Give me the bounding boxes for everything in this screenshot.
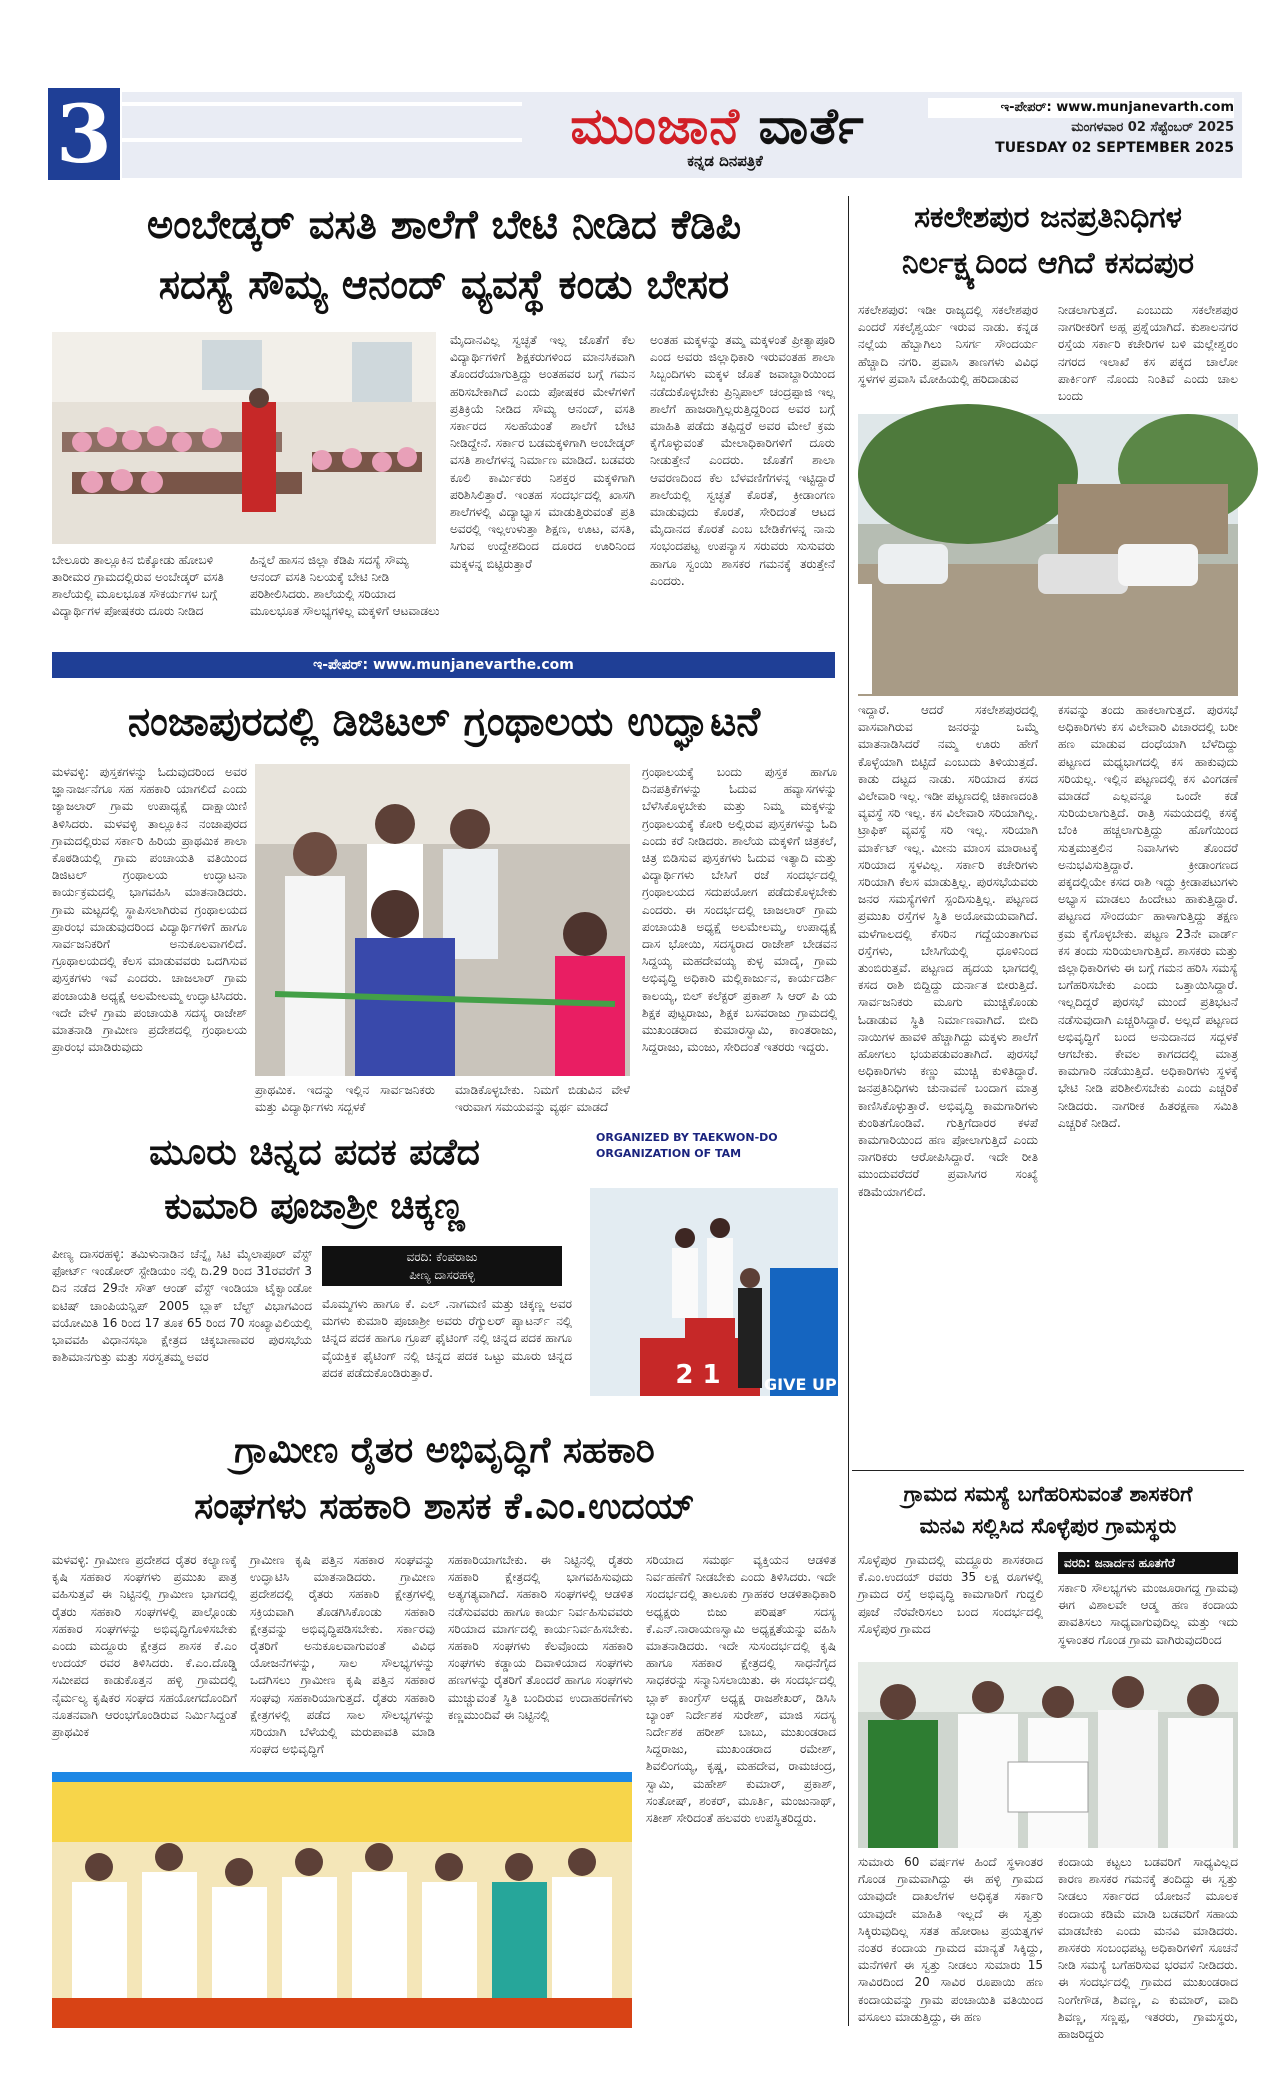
story5-photo [858,1662,1238,1848]
story5-top-rule [852,1470,1244,1471]
story4-headline-line2: ಸಂಘಗಳು ಸಹಕಾರಿ ಶಾಸಕ ಕೆ.ಎಂ.ಉದಯ್ [194,1486,695,1527]
story5-byline: ವರದಿ: ಜನಾರ್ದನ ಹೂತಗೆರೆ [1058,1552,1238,1574]
epaper-banner[interactable]: ಇ-ಪೇಪರ್: www.munjanevarthe.com [52,652,835,678]
story-right1-col2-top: ನೀಡಲಾಗುತ್ತದೆ. ಎಂಬುದು ಸಕಲೇಶಪುರ ನಾಗರೀಕರಿಗೆ ಅಹ್ಲ ಪ್ರಶ್ನೆಯಾಗಿದೆ. ಕುಶಾಲನಗರ ರಸ್ತೆಯ ಸರ್ಕಾರಿ ಕಚೇರಿಗಳ ಬಳಿ ಮಲ್ಲೇಶ್ವರಂ ನಗರದ ಇಲಾಖೆ ಕಸ ಪಕ್ಕದ ಚಾಲೋ ಪಾರ್ಕಿಂಗ್ ನೊಂದು ನಿಂತಿವೆ ಎಂದು ಚಾಲ ಬಂದು [1058,303,1238,404]
newspaper-logo [545,96,890,156]
story-right1-col1-top: ಸಕಲೇಶಪುರ: ಇಡೀ ರಾಜ್ಯದಲ್ಲಿ ಸಕಲೇಶಪುರ ಎಂದರೆ ಸಕಲೈಶ್ವರ್ಯ ಇರುವ ನಾಡು. ಕನ್ನಡ ನಲ್ಲೆಯ ಹೆಬ್ಬಾಗಿಲು ನಿಸರ್ಗ ಸೌಂದರ್ಯ ಹೆಚ್ಚಾದಿ ನಗರಿ. ಪ್ರವಾಸಿ ತಾಣಗಳು ವಿವಿಧ ಸ್ಥಳಗಳ ಪ್ರವಾಸಿ ಮೋಹಿಯಲ್ಲಿ ಹರಿದಾಡುವ [858,303,1038,386]
story3-byline-line2: ಪೀಣ್ಯ ದಾಸರಹಳ್ಳಿ [409,1268,475,1282]
story-right1-col1-bottom: ಇದ್ದಾರೆ. ಆದರೆ ಸಕಲೇಶಪುರದಲ್ಲಿ ವಾಸವಾಗಿರುವ ಜನರನ್ನು ಒಮ್ಮೆ ಮಾತನಾಡಿಸಿದರೆ ನಮ್ಮ ಊರು ಹೇಗೆ ಕೊಳ್ಳೆಯಾಗಿ ಬಿಟ್ಟಿದೆ ಎಂಬುದು ತಿಳಿಯುತ್ತದೆ. ಕಾಡು ದಟ್ಟದ ನಾಡು. ಸರಿಯಾದ ಕಸದ ವಿಲೇವಾರಿ ಇಲ್ಲ. ಇಡೀ ಪಟ್ಟಣದಲ್ಲಿ ಚಿಕಾಣದಂತಿ ವ್ಯವಸ್ಥೆ ಸರಿ ಇಲ್ಲ. ಕಸ ವಿಲೇವಾರಿ ಸರಿಯಾಗಿಲ್ಲ. ಟ್ರಾಫಿಕ್ ವ್ಯವಸ್ಥೆ ಸರಿ ಇಲ್ಲ. ಸರಿಯಾಗಿ ಮಾರ್ಕೆಟ್ ಇಲ್ಲ. ಮೀನು ಮಾಂಸ ಮಾರಾಟಕ್ಕೆ ಸರಿಯಾದ ಸ್ಥಳವಿಲ್ಲ. ಸರ್ಕಾರಿ ಕಚೇರಿಗಳು ಸರಿಯಾಗಿ ಕೆಲಸ ಮಾಡುತ್ತಿಲ್ಲ. ಪುರಸಭೆಯವರು ಜನರ ಸಮಸ್ಯೆಗಳಿಗೆ ಸ್ಪಂದಿಸುತ್ತಿಲ್ಲ. ಪಟ್ಟಣದ ಪ್ರಮುಖ ರಸ್ತೆಗಳ ಸ್ಥಿತಿ ಅಯೋಮಯವಾಗಿದೆ. ಮಳೆಗಾಲದಲ್ಲಿ ಕೆಸರಿನ ಗದ್ದೆಯಂತಾಗುವ ರಸ್ತೆಗಳು, ಬೇಸಿಗೆಯಲ್ಲಿ ಧೂಳಿನಿಂದ ತುಂಬಿರುತ್ತವೆ. ಪಟ್ಟಣದ ಹೃದಯ ಭಾಗದಲ್ಲಿ ಕಸದ ರಾಶಿ ಬಿದ್ದಿದ್ದು ದುರ್ನಾತ ಬೀರುತ್ತಿದೆ. ಸಾರ್ವಜನಿಕರು ಮೂಗು ಮುಚ್ಚಿಕೊಂಡು ಓಡಾಡುವ ಸ್ಥಿತಿ ನಿರ್ಮಾಣವಾಗಿದೆ. ಬೀದಿ ನಾಯಿಗಳ ಹಾವಳಿ ಹೆಚ್ಚಾಗಿದ್ದು ಮಕ್ಕಳು ಶಾಲೆಗೆ ಹೋಗಲು ಭಯಪಡುವಂತಾಗಿದೆ. ಪುರಸಭೆ ಅಧಿಕಾರಿಗಳು ಕಣ್ಣು ಮುಚ್ಚಿ ಕುಳಿತಿದ್ದಾರೆ. ಜನಪ್ರತಿನಿಧಿಗಳು ಚುನಾವಣೆ ಬಂದಾಗ ಮಾತ್ರ ಕಾಣಿಸಿಕೊಳ್ಳುತ್ತಾರೆ. ಅಭಿವೃದ್ಧಿ ಕಾಮಗಾರಿಗಳು ಕುಂಠಿತಗೊಂಡಿವೆ. ಗುತ್ತಿಗೆದಾರರ ಕಳಪೆ ಕಾಮಗಾರಿಯಿಂದ ಹಣ ಪೋಲಾಗುತ್ತಿದೆ ಎಂದು ನಾಗರಿಕರು ಆರೋಪಿಸಿದ್ದಾರೆ. ಇದೇ ರೀತಿ ಮುಂದುವರೆದರೆ ಪ್ರವಾಸಿಗರ ಸಂಖ್ಯೆ ಕಡಿಮೆಯಾಗಲಿದೆ. [858,703,1038,1199]
story1-caption-left: ಬೇಲೂರು ತಾಲ್ಲೂಕಿನ ಬಿಕ್ಕೋಡು ಹೋಬಳಿ ತಾರೀಮರ ಗ್ರಾಮದಲ್ಲಿರುವ ಅಂಬೇಡ್ಕರ್ ವಸತಿ ಶಾಲೆಯಲ್ಲಿ ಮೂಲಭೂತ ಸೌಕರ್ಯಗಳ ಬಗ್ಗೆ ವಿದ್ಯಾರ್ಥಿಗಳ ಪೋಷಕರು ದೂರು ನೀಡಿದ [52,553,224,618]
story1-caption-right: ಹಿನ್ನಲೆ ಹಾಸನ ಜಿಲ್ಲಾ ಕೆಡಿಪಿ ಸದಸ್ಯೆ ಸೌಮ್ಯ ಆನಂದ್ ವಸತಿ ನಿಲಯಕ್ಕೆ ಬೇಟಿ ನೀಡಿ ಪರಿಶೀಲಿಸಿದರು. ಶಾಲೆಯಲ್ಲಿ ಸರಿಯಾದ ಮೂಲಭೂತ ಸೌಲಭ್ಯಗಳಿಲ್ಲ ಮಕ್ಕಳಿಗೆ ಆಟವಾಡಲು [250,553,440,618]
banner-give-up: GIVE UP! [764,1375,844,1394]
podium-label: 2 1 [675,1360,721,1390]
epaper-link[interactable]: ಇ-ಪೇಪರ್: www.munjanevarth.com [928,98,1234,118]
story5-bottom-left: ಸುಮಾರು 60 ವರ್ಷಗಳ ಹಿಂದೆ ಸ್ಥಳಾಂತರ ಗೊಂಡ ಗ್ರಾಮವಾಗಿದ್ದು ಈ ಹಳ್ಳಿ ಗ್ರಾಮದ ಯಾವುದೇ ದಾಖಲೆಗಳ ಅಧಿಕೃತ ಸರ್ಕಾರಿ ಯಾವುದೇ ಮಾಹಿತಿ ಇಲ್ಲದೆ ಈ ಸ್ವತ್ತು ಸಿಕ್ಕಿರುವುದಿಲ್ಲ ಸತತ ಹೋರಾಟ ಪ್ರಯತ್ನಗಳ ನಂತರ ಕಂದಾಯ ಗ್ರಾಮದ ಮಾನ್ಯತೆ ಸಿಕ್ಕಿದ್ದು, ಮನೆಗಳಿಗೆ ಈ ಸ್ವತ್ತು ನೀಡಲು ಸುಮಾರು 15 ಸಾವಿರದಿಂದ 20 ಸಾವಿರ ರೂಪಾಯಿ ಹಣ ಕಂದಾಯವನ್ನು ಗ್ರಾಮ ಪಂಚಾಯಿತಿ ವತಿಯಿಂದ ವಸೂಲು ಮಾಡುತ್ತಿದ್ದು, ಈ ಹಣ [858,1855,1043,2024]
story-right1-headline-line1: ಸಕಲೇಶಪುರ ಜನಪ್ರತಿನಿಧಿಗಳ [914,200,1182,235]
story2-column-right: ಗ್ರಂಥಾಲಯಕ್ಕೆ ಬಂದು ಪುಸ್ತಕ ಹಾಗೂ ದಿನಪತ್ರಿಕೆಗಳನ್ನು ಓದುವ ಹವ್ಯಾಸಗಳನ್ನು ಬೆಳೆಸಿಕೊಳ್ಳಬೇಕು ಮತ್ತು ನಿಮ್ಮ ಮಕ್ಕಳನ್ನು ಗ್ರಂಥಾಲಯಕ್ಕೆ ಕೋರಿ ಅಲ್ಲಿರುವ ಪುಸ್ತಕಗಳನ್ನು ಓದಿ ಎಂದು ಕರೆ ನೀಡಿದರು. ಶಾಲೆಯ ಮಕ್ಕಳಿಗೆ ಚಿತ್ರಕಲೆ, ಚಿತ್ರ ಬಿಡಿಸುವ ಪುಸ್ತಕಗಳು ಓದುವ ಇತ್ಯಾದಿ ಮತ್ತು ವಿದ್ಯಾರ್ಥಿಗಳು ಬೇಸಿಗೆ ರಜೆ ಸಂದರ್ಭದಲ್ಲಿ ಗ್ರಂಥಾಲಯದ ಸದುಪಯೋಗ ಪಡೆದುಕೊಳ್ಳಬೇಕು ಎಂದರು. ಈ ಸಂದರ್ಭದಲ್ಲಿ ಚಾಜಲಾರ್ ಗ್ರಾಮ ಪಂಚಾಯತಿ ಅಧ್ಯಕ್ಷೆ ಅಲಮೇಲಮ್ಮ, ಉಪಾಧ್ಯಕ್ಷೆ ದಾಸ ಭೋಯಿ, ಸದಸ್ಯರಾದ ರಾಜೇಶ್ ಬೇಡವನ ಸಿದ್ದಯ್ಯ ಮಹದೇವಯ್ಯ ಕುಳ್ಳ ಮಾದೈ, ಗ್ರಾಮ ಅಭಿವೃದ್ಧಿ ಅಧಿಕಾರಿ ಮಲ್ಲಿಕಾರ್ಜುನ, ಕಾರ್ಯದರ್ಶಿ ಕಾಲಯ್ಯ, ಬಿಲ್ ಕಲೆಕ್ಟರ್ ಪ್ರಕಾಶ್ ಸಿ ಆರ್ ಪಿ ಯ ಶಿಕ್ಷಕ ಪುಟ್ಟರಾಜು, ಶಿಕ್ಷಕ ಬಸವರಾಜು ಗ್ರಾಮದಲ್ಲಿ ಮುಖಂಡರಾದ ಕುಮಾರಸ್ವಾಮಿ, ಕಾಂತರಾಜು, ಸಿದ್ದರಾಜು, ಮಂಜು, ಸೇರಿದಂತೆ ಇತರರು ಇದ್ದರು. [642,765,837,1055]
story2-photo [255,764,630,1076]
story1-column-1: ಮೈದಾನವಿಲ್ಲ ಸ್ವಚ್ಛತೆ ಇಲ್ಲ ಜೊತೆಗೆ ಕೆಲ ವಿದ್ಯಾರ್ಥಿಗಳಿಗೆ ಶಿಕ್ಷಕರುಗಳಿಂದ ಮಾನಸಿಕವಾಗಿ ತೊಂದರೆಯಾಗುತ್ತಿದ್ದು ಅಂತಹವರ ಬಗ್ಗೆ ಗಮನ ಹರಿಸಬೇಕಾಗಿದೆ ಎಂದು ಪೋಷಕರ ಮೇಳೆಗಳಿಗೆ ಪ್ರತಿಕ್ರಿಯೆ ನೀಡಿದ ಸೌಮ್ಯ ಆನಂದ್, ವಸತಿ ಸರ್ಕಾರದ ಸಲಹೆಯಂತೆ ಶಾಲೆಗೆ ಬೇಟಿ ನೀಡಿದ್ದೇನೆ. ಸರ್ಕಾರ ಬಡಮಕ್ಕಳಿಗಾಗಿ ಅಂಬೇಡ್ಕರ್ ವಸತಿ ಶಾಲೆಗಳನ್ನ ನಿರ್ಮಾಣ ಮಾಡಿದೆ. ಬಡವರು ಕೂಲಿ ಕಾರ್ಮಿಕರು ನಿಶಕ್ತರ ಮಕ್ಕಳಿಗಾಗಿ ಪರಿಶಿಸಿಲಿತ್ತಾರೆ. ಇಂತಹ ಸಂದರ್ಭದಲ್ಲಿ ಖಾಸಗಿ ಶಾಲೆಗಳಲ್ಲಿ ವಿದ್ಯಾಭ್ಯಾಸ ಮಾಡುತ್ತಿರುವಂತೆ ಪ್ರತಿ ಅವರಲ್ಲಿ ಇಲ್ಲಉಳುತ್ತಾ ಶಿಕ್ಷಣ, ಊಟ, ವಸತಿ, ಸಿಗುವ ಉದ್ದೇಶದಿಂದ ದೂರದ ಊರಿನಿಂದ ಮಕ್ಕಳನ್ನ ಬಿಟ್ಟಿರುತ್ತಾರೆ [450,333,635,571]
page-number: 3 [48,88,120,180]
story4-headline-line1: ಗ್ರಾಮೀಣ ರೈತರ ಅಭಿವೃದ್ಧಿಗೆ ಸಹಕಾರಿ [234,1430,655,1471]
logo-part1: ಮುಂಜಾನೆ [570,97,741,155]
date-english: TUESDAY 02 SEPTEMBER 2025 [995,140,1234,156]
logo-part2: ವಾರ್ತೆ [758,97,865,155]
date-kannada: ಮಂಗಳವಾರ 02 ಸೆಪ್ಟೆಂಬರ್ 2025 [1071,120,1234,135]
story3-headline-line1: ಮೂರು ಚಿನ್ನದ ಪದಕ ಪಡೆದ [149,1132,480,1173]
story1-headline-line1: ಅಂಬೇಡ್ಕರ್ ವಸತಿ ಶಾಲೆಗೆ ಬೇಟಿ ನೀಡಿದ ಕೆಡಿಪಿ [146,202,742,248]
story5-column-left: ಸೊಳ್ಳೆಪುರ ಗ್ರಾಮದಲ್ಲಿ ಮದ್ದೂರು ಶಾಸಕರಾದ ಕೆ.ಎಂ.ಉದಯ್ ರವರು 35 ಲಕ್ಷ ರೂಗಳಲ್ಲಿ ಗ್ರಾಮದ ರಸ್ತೆ ಅಭಿವೃದ್ಧಿ ಕಾಮಗಾರಿಗೆ ಗುದ್ದಲಿ ಪೂಜೆ ನೆರವೇರಿಸಲು ಬಂದ ಸಂದರ್ಭದಲ್ಲಿ ಸೊಳ್ಳೆಪುರ ಗ್ರಾಮದ [858,1553,1043,1636]
story4-column-2: ಗ್ರಾಮೀಣ ಕೃಷಿ ಪತ್ತಿನ ಸಹಕಾರ ಸಂಘವನ್ನು ಉದ್ಘಾಟಿಸಿ ಮಾತನಾಡಿದರು. ಗ್ರಾಮೀಣ ಪ್ರದೇಶದಲ್ಲಿ ರೈತರು ಸಹಕಾರಿ ಕ್ಷೇತ್ರಗಳಲ್ಲಿ ಸಕ್ರಿಯವಾಗಿ ತೊಡಗಿಸಿಕೊಂಡು ಸಹಕಾರಿ ಕ್ಷೇತ್ರವನ್ನು ಅಭಿವೃದ್ಧಿಪಡಿಸಬೇಕು. ಸರ್ಕಾರವು ರೈತರಿಗೆ ಅನುಕೂಲವಾಗುವಂತೆ ವಿವಿಧ ಯೋಜನೆಗಳನ್ನು, ಸಾಲ ಸೌಲಭ್ಯಗಳನ್ನು ಒದಗಿಸಲು ಗ್ರಾಮೀಣ ಕೃಷಿ ಪತ್ತಿನ ಸಹಕಾರ ಸಂಘವು ಸಹಕಾರಿಯಾಗುತ್ತದೆ. ರೈತರು ಸಹಕಾರಿ ಕ್ಷೇತ್ರಗಳಲ್ಲಿ ಪಡೆದ ಸಾಲ ಸೌಲಭ್ಯಗಳನ್ನು ಸರಿಯಾಗಿ ಬೆಳೆಯಲ್ಲಿ ಮರುಪಾವತಿ ಮಾಡಿ ಸಂಘದ ಅಭಿವೃದ್ಧಿಗೆ [250,1553,435,1757]
story4-column-3: ಸಹಕಾರಿಯಾಗಬೇಕು. ಈ ನಿಟ್ಟಿನಲ್ಲಿ ರೈತರು ಸಹಕಾರಿ ಕ್ಷೇತ್ರದಲ್ಲಿ ಭಾಗವಹಿಸುವುದು ಅತ್ಯಗತ್ಯವಾಗಿದೆ. ಸಹಕಾರಿ ಸಂಘಗಳಲ್ಲಿ ಆಡಳಿತ ನಡೆಸುವವರು ಹಾಗೂ ಕಾರ್ಯ ನಿರ್ವಹಿಸುವವರು ಸರಿಯಾದ ಮಾರ್ಗದಲ್ಲಿ ಕಾರ್ಯನಿರ್ವಹಿಸಬೇಕು. ಸಹಕಾರಿ ಸಂಘಗಳು ಕೆಲವೊಂದು ಸಹಕಾರಿ ಸಂಘಗಳು ಕಡ್ಡಾಯ ದಿವಾಳಿಯಾದ ಸಂಘಗಳು ಹಣಗಳನ್ನು ರೈತರಿಗೆ ತೊಂದರೆ ಹಾಗೂ ಸಂಘಗಳು ಮುಚ್ಚುವಂತೆ ಸ್ಥಿತಿ ಬಂದಿರುವ ಉದಾಹರಣೆಗಳು ಕಣ್ಣಮುಂದಿವೆ ಈ ನಿಟ್ಟಿನಲ್ಲಿ [448,1553,633,1722]
story3-banner-text: ORGANIZED BY TAEKWON-DO ORGANIZATION OF TAM [596,1131,778,1160]
story3-headline-line2: ಕುಮಾರಿ ಪೂಜಾಶ್ರೀ ಚಿಕ್ಕಣ್ಣ [164,1186,465,1227]
story3-photo [590,1128,844,1396]
story1-headline-line2: ಸದಸ್ಯೆ ಸೌಮ್ಯ ಆನಂದ್ ವ್ಯವಸ್ಥೆ ಕಂಡು ಬೇಸರ [158,262,730,308]
story3-byline-line1: ವರದಿ: ಕೆಂಪರಾಜು [406,1250,478,1264]
story4-photo [52,1772,632,2028]
story1-column-2: ಅಂತಹ ಮಕ್ಕಳನ್ನು ತಮ್ಮ ಮಕ್ಕಳಂತೆ ಪ್ರೀತ್ಯಾಪೂರಿ ಎಂದ ಅವರು ಜಿಲ್ಲಾಧಿಕಾರಿ ಇರುವಂತಹ ಶಾಲಾ ಸಿಬ್ಬಂದಿಗಳು ಮಕ್ಕಳ ಜೊತೆ ಜವಾಬ್ದಾರಿಯಿಂದ ನಡೆದುಕೊಳ್ಳಬೇಕು ಪ್ರಿನ್ಸಿಪಾಲ್ ಚಂದ್ರಪ್ಪಾಜಿ ಇಲ್ಲ ಶಾಲೆಗೆ ಹಾಜರಾಗ್ತಿಲ್ಲರುತ್ತಿದ್ದರಿಂದ ಅವರ ಬಗ್ಗೆ ಮಾಹಿತಿ ಪಡೆದು ತಪ್ಪಿದ್ದರೆ ಅವರ ಮೇಲೆ ಕ್ರಮ ಕೈಗೊಳ್ಳುವಂತೆ ಮೇಲಾಧಿಕಾರಿಗಳಿಗೆ ದೂರು ನೀಡುತ್ತೇನೆ ಎಂದರು. ಜೊತೆಗೆ ಶಾಲಾ ಆವರಣದಿಂದ ಕೆಲ ಬೆಳವಣಿಗೆಗಳನ್ನ ಇಟ್ಟಿದ್ದಾರೆ ಶಾಲೆಯಲ್ಲಿ ಸ್ವಚ್ಛತೆ ಕೊರತೆ, ಕ್ರೀಡಾಂಗಣ ಮಾಡುವುದು ಕೊರತೆ, ಸೇರಿದಂತೆ ಆಟದ ಮೈದಾನದ ಕೊರತೆ ಎಂಬ ಬೇಡಿಕೆಗಳನ್ನ ನಾನು ಸಂಭಂದಪಟ್ಟ ಉಪನ್ಯಾಸ ಸರುವರು ಸುಸುವರು ಹಾಗೂ ಸ್ವಂಯಿ ಶಾಸಕರ ಗಮನಕ್ಕೆ ತರುತ್ತೇನೆ ಎಂದರು. [650,333,835,588]
story2-headline: ನಂಜಾಪುರದಲ್ಲಿ ಡಿಜಿಟಲ್ ಗ್ರಂಥಾಲಯ ಉದ್ಘಾಟನೆ [127,699,761,745]
story3-body-left: ಪೀಣ್ಯ ದಾಸರಹಳ್ಳಿ: ತಮಿಳುನಾಡಿನ ಚೆನ್ನೈ ಸಿಟಿ ಮೈಲಾಪೂರ್ ವೆಸ್ಟ್ ಫೋರ್ಟ್ ಇಂಡೋರ್ ಸ್ಟೇಡಿಯಂ ನಲ್ಲಿ ದಿ.29 ರಿಂದ 31ರವರೆಗೆ 3 ದಿನ ನಡೆದ 29ನೇ ಸೌತ್ ಆಂಡ್ ವೆಸ್ಟ್ ಇಂಡಿಯಾ ಟೈಕ್ವಾಂಡೋ ಐಟಿಷ್ ಚಾಂಪಿಯನ್ಷಿಪ್ 2005 ಬ್ಲಾಕ್ ಬೆಲ್ಟ್ ವಿಭಾಗವಿಂದ ವಯೋಮಿತಿ 16 ರಿಂದ 17 ತೂಕ 65 ರಿಂದ 70 ಸಂಖ್ಯಾವಿಲಿಯಲ್ಲಿ ಭಾವವಹಿ ವಿಧಾನಸಭಾ ಕ್ಷೇತ್ರದ ಚಿಕ್ಕಬಾಣಾವರ ಪುರಸಭೆಯ ಕಾಶಿಮಾನಗುತ್ತು ಮತ್ತು ಸರಸ್ವತಮ್ಮ ಅವರ [52,1247,312,1365]
logo-subtitle: ಕನ್ನಡ ದಿನಪತ್ರಿಕೆ [687,152,763,170]
story5-column-right: ಸರ್ಕಾರಿ ಸೌಲಭ್ಯಗಳು ಮಂಜೂರಾಗದ್ದ ಗ್ರಾಮವು ಈಗ ವಿಶಾಲವೇ ಆಡ್ಮ ಹಣ ಕಂದಾಯ ಪಾವತಿಸಲು ಸಾಧ್ಯವಾಗುವುದಿಲ್ಲ ಮತ್ತು ಇದು ಸ್ಥಳಾಂತರ ಗೊಂಡ ಗ್ರಾಮ ವಾಗಿರುವುದರಿಂದ [1058,1581,1238,1647]
story2-under-photo-right: ಮಾಡಿಕೊಳ್ಳಬೇಕು. ನಿಮಗೆ ಬಿಡುವಿನ ವೇಳೆ ಇರುವಾಗ ಸಮಯವನ್ನು ವ್ಯರ್ಥ ಮಾಡದೆ [455,1083,630,1115]
story-right1-photo [858,414,1238,696]
story2-column-left: ಮಳವಳ್ಳಿ: ಪುಸ್ತಕಗಳನ್ನು ಓದುವುದರಿಂದ ಅವರ ಜ್ಞಾನಾರ್ಜನೆಗೂ ಸಹ ಸಹಕಾರಿ ಯಾಗಲಿದೆ ಎಂದು ಜ್ಯಾಜಲಾರ್ ಗ್ರಾಮ ಉಪಾಧ್ಯಕ್ಷೆ ದಾಕ್ಷಾಯಿಣಿ ತಿಳಿಸಿದರು. ಮಳವಳ್ಳಿ ತಾಲ್ಲೂಕಿನ ನಂಜಾಪುರದ ಗ್ರಾಮದಲ್ಲಿರುವ ಸರ್ಕಾರಿ ಹಿರಿಯ ಪ್ರಾಥಮಿಕ ಶಾಲಾ ಕೊಠಡಿಯಲ್ಲಿ ಗ್ರಾಮ ಪಂಚಾಯತಿ ವತಿಯಿಂದ ಡಿಜಿಟಲ್ ಗ್ರಂಥಾಲಯ ಉದ್ಘಾಟನಾ ಕಾರ್ಯಕ್ರಮದಲ್ಲಿ ಭಾಗವಹಿಸಿ ಮಾತನಾಡಿದರು. ಗ್ರಾಮ ಮಟ್ಟದಲ್ಲಿ ಸ್ಥಾಪಿಸಲಾಗಿರುವ ಗ್ರಂಥಾಲಯದ ಪ್ರಾರಂಭ ಮಾಡುವುದರಿಂದ ವಿದ್ಯಾರ್ಥಿಗಳಿಗೆ ಹಾಗೂ ಸಾರ್ವಜನಿಕರಿಗೆ ಅನುಕೂಲವಾಗಲಿದೆ. ಗ್ರೂಥಾಲಯದಲ್ಲಿ ಕೆಲಸ ಮಾಡುವವರು ಒದಗಿಸುವ ಪುಸ್ತಕಗಳು ಇವೆ ಎಂದರು. ಚಾಜಲಾರ್ ಗ್ರಾಮ ಪಂಚಾಯತಿ ಅಧ್ಯಕ್ಷೆ ಅಲಮೇಲಮ್ಮ ಉದ್ಘಾಟಿಸಿದರು. ಇದೇ ವೇಳೆ ಗ್ರಾಮ ಪಂಚಾಯತಿ ಸದಸ್ಯ ರಾಜೇಶ್ ಮಾತನಾಡಿ ಗ್ರಾಮೀಣ ಪ್ರದೇಶದಲ್ಲಿ ಗ್ರಂಥಾಲಯ ಪ್ರಾರಂಭ ಮಾಡಿರುವುದು [52,765,247,1055]
story4-column-1: ಮಳವಳ್ಳಿ: ಗ್ರಾಮೀಣ ಪ್ರದೇಶದ ರೈತರ ಕಲ್ಯಾಣಕ್ಕೆ ಕೃಷಿ ಸಹಕಾರ ಸಂಘಗಳು ಪ್ರಮುಖ ಪಾತ್ರ ವಹಿಸುತ್ತವೆ ಈ ನಿಟ್ಟಿನಲ್ಲಿ ಗ್ರಾಮೀಣ ಭಾಗದಲ್ಲಿ ರೈತರು ಸಹಕಾರಿ ಸಂಘಗಳಲ್ಲಿ ಪಾಲ್ಗೊಂಡು ಸಹಕಾರ ಸಂಘಗಳನ್ನು ಅಭಿವೃದ್ಧಿಗೊಳಿಸಬೇಕು ಎಂದು ಮದ್ದೂರು ಕ್ಷೇತ್ರದ ಶಾಸಕ ಕೆ.ಎಂ ಉದಯ್ ರವರ ತಿಳಿಸಿದರು. ಕೆ.ಎಂ.ದೊಡ್ಡಿ ಸಮೀಪದ ಕಾಡುಕೊತ್ತನ ಹಳ್ಳಿ ಗ್ರಾಮದಲ್ಲಿ ನೈರ್ಮಲ್ಯ ಕೃಷಿಕರ ಸಂಘದ ಸಹಯೋಗದೊಂದಿಗೆ ನೂತನವಾಗಿ ಆರಂಭಗೊಂಡಿರುವ ನಿರ್ಮಿಸಿದ್ದಂತೆ ಪ್ರಾಥಮಿಕ [52,1553,237,1740]
story2-under-photo-left: ಪ್ರಾಥಮಿಕ. ಇದನ್ನು ಇಲ್ಲಿನ ಸಾರ್ವಜನಿಕರು ಮತ್ತು ವಿದ್ಯಾರ್ಥಿಗಳು ಸದ್ಬಳಕೆ [255,1083,435,1115]
column-divider [848,196,849,2026]
story4-column-4: ಸರಿಯಾದ ಸಮರ್ಥ ವ್ಯಕ್ತಿಯನ ಆಡಳಿತ ನಿರ್ವಹಣೆಗೆ ನೀಡಬೇಕು ಎಂದು ತಿಳಿಸಿದರು. ಇದೇ ಸಂದರ್ಭದಲ್ಲಿ ತಾಲೂಕು ಗ್ರಾಹಕರ ಆಡಳಿತಾಧಿಕಾರಿ ಅಧ್ಯಕ್ಷರು ಬಿಜು ಪರಿಷತ್ ಸದಸ್ಯ ಕೆ.ಎನ್.ನಾರಾಯಣಸ್ವಾಮಿ ಅಧ್ಯಕ್ಷತೆಯನ್ನು ವಹಿಸಿ ಮಾತನಾಡಿದರು. ಇದೇ ಸುಸಂದರ್ಭದಲ್ಲಿ ಕೃಷಿ ಹಾಗೂ ಸಹಕಾರ ಕ್ಷೇತ್ರದಲ್ಲಿ ಸಾಧನೆಗೈದ ಸಾಧಕರನ್ನು ಸನ್ಮಾನಿಸಲಾಯಿತು. ಈ ಸಂದರ್ಭದಲ್ಲಿ ಬ್ಲಾಕ್ ಕಾಂಗ್ರೆಸ್ ಅಧ್ಯಕ್ಷ ರಾಜಶೇಖರ್, ಡಿಸಿಸಿ ಬ್ಯಾಂಕ್ ನಿರ್ದೇಶಕ ಸುರೇಶ್, ಮಾಜಿ ಸದಸ್ಯ ನಿರ್ದೇಶಕ ಹರೀಶ್ ಬಾಬು, ಮುಖಂಡರಾದ ಸಿದ್ದರಾಜು, ಮುಖಂಡರಾದ ರಮೇಶ್, ಶಿವಲಿಂಗಯ್ಯ, ಕೃಷ್ಣ, ಮಹದೇವ, ರಾಮಚಂದ್ರ, ಸ್ವಾಮಿ, ಮಹೇಶ್ ಕುಮಾರ್, ಪ್ರಕಾಶ್, ಸಂತೋಷ್, ಶಂಕರ್, ಮೂರ್ತಿ, ಮಂಜುನಾಥ್, ಸತೀಶ್ ಸೇರಿದಂತೆ ಹಲವರು ಉಪಸ್ಥಿತರಿದ್ದರು. [646,1553,836,1826]
story1-photo [52,332,436,544]
story-right1-headline-line2: ನಿರ್ಲಕ್ಷ್ಯದಿಂದ ಆಗಿದೆ ಕಸದಪುರ [901,246,1195,281]
story-right1-col2-bottom: ಕಸವನ್ನು ತಂದು ಹಾಕಲಾಗುತ್ತದೆ. ಪುರಸಭೆ ಅಧಿಕಾರಿಗಳು ಕಸ ವಿಲೇವಾರಿ ವಿಚಾರದಲ್ಲಿ ಬರೀ ಹಣ ಮಾಡುವ ದಂಧೆಯಾಗಿ ಬೆಳೆದಿದ್ದು ಪಟ್ಟಣದ ಮಧ್ಯಭಾಗದಲ್ಲಿ ಕಸ ಹಾಕುವುದು ಸರಿಯಲ್ಲ. ಇಲ್ಲಿನ ಪಟ್ಟಣದಲ್ಲಿ ಕಸ ವಿಂಗಡಣೆ ಮಾಡದೆ ಎಲ್ಲವನ್ನೂ ಒಂದೇ ಕಡೆ ಸುರಿಯಲಾಗುತ್ತಿದೆ. ರಾತ್ರಿ ಸಮಯದಲ್ಲಿ ಕಸಕ್ಕೆ ಬೆಂಕಿ ಹಚ್ಚಲಾಗುತ್ತಿದ್ದು ಹೊಗೆಯಿಂದ ಸುತ್ತಮುತ್ತಲಿನ ನಿವಾಸಿಗಳು ತೊಂದರೆ ಅನುಭವಿಸುತ್ತಿದ್ದಾರೆ. ಕ್ರೀಡಾಂಗಣದ ಪಕ್ಕದಲ್ಲಿಯೇ ಕಸದ ರಾಶಿ ಇದ್ದು ಕ್ರೀಡಾಪಟುಗಳು ಅಭ್ಯಾಸ ಮಾಡಲು ಹಿಂದೇಟು ಹಾಕುತ್ತಿದ್ದಾರೆ. ಪಟ್ಟಣದ ಸೌಂದರ್ಯ ಹಾಳಾಗುತ್ತಿದ್ದು ತಕ್ಷಣ ಕ್ರಮ ಕೈಗೊಳ್ಳಬೇಕು. ಪಟ್ಟಣ 23ನೇ ವಾರ್ಡ್ ಕಸ ತಂದು ಸುರಿಯಲಾಗುತ್ತಿದೆ. ಶಾಸಕರು ಮತ್ತು ಜಿಲ್ಲಾಧಿಕಾರಿಗಳು ಈ ಬಗ್ಗೆ ಗಮನ ಹರಿಸಿ ಸಮಸ್ಯೆ ಬಗೆಹರಿಸಬೇಕು ಎಂದು ಒತ್ತಾಯಿಸಿದ್ದಾರೆ. ಇಲ್ಲದಿದ್ದರೆ ಪುರಸಭೆ ಮುಂದೆ ಪ್ರತಿಭಟನೆ ನಡೆಸುವುದಾಗಿ ಎಚ್ಚರಿಸಿದ್ದಾರೆ. ಅಲ್ಲದೆ ಪಟ್ಟಣದ ಅಭಿವೃದ್ಧಿಗೆ ಬಂದ ಅನುದಾನದ ಸದ್ಬಳಕೆ ಆಗಬೇಕು. ಕೇವಲ ಕಾಗದದಲ್ಲಿ ಮಾತ್ರ ಕಾಮಗಾರಿ ನಡೆಯುತ್ತಿದೆ. ಅಧಿಕಾರಿಗಳು ಸ್ಥಳಕ್ಕೆ ಭೇಟಿ ನೀಡಿ ಪರಿಶೀಲಿಸಬೇಕು ಎಂದು ಎಚ್ಚರಿಕೆ ನೀಡಿದರು. ನಾಗರೀಕ ಹಿತರಕ್ಷಣಾ ಸಮಿತಿ ಎಚ್ಚರಿಕೆ ನೀಡಿದೆ. [1058,703,1238,1130]
story5-bottom-right: ಕಂದಾಯ ಕಟ್ಟಲು ಬಡವರಿಗೆ ಸಾಧ್ಯವಿಲ್ಲದ ಕಾರಣ ಶಾಸಕರ ಗಮನಕ್ಕೆ ತಂದಿದ್ದು ಈ ಸ್ವತ್ತು ನೀಡಲು ಸರ್ಕಾರದ ಯೋಜನೆ ಮೂಲಕ ಕಂದಾಯ ಕಡಿಮೆ ಮಾಡಿ ಬಡವರಿಗೆ ಸಹಾಯ ಮಾಡಬೇಕು ಎಂದು ಮನವಿ ಮಾಡಿದರು. ಶಾಸಕರು ಸಂಬಂಧಪಟ್ಟ ಅಧಿಕಾರಿಗಳಿಗೆ ಸೂಚನೆ ನೀಡಿ ಸಮಸ್ಯೆ ಬಗೆಹರಿಸುವ ಭರವಸೆ ನೀಡಿದರು. ಈ ಸಂದರ್ಭದಲ್ಲಿ ಗ್ರಾಮದ ಮುಖಂಡರಾದ ನಿಂಗೇಗೌಡ, ಶಿವಣ್ಣ, ಎ ಕುಮಾರ್, ವಾದಿ ಶಿವಣ್ಣ, ಸಣ್ಣಪ್ಪ, ಇತರರು, ಗ್ರಾಮಸ್ಥರು, ಹಾಜರಿದ್ದರು [1058,1855,1238,2042]
story3-body-right: ಮೊಮ್ಮಗಳು ಹಾಗೂ ಕೆ. ಎಲ್ .ನಾಗಮಣಿ ಮತ್ತು ಚಿಕ್ಕಣ್ಣ ಅವರ ಮಗಳು ಕುಮಾರಿ ಪೂಜಾಶ್ರೀ ಅವರು ರೆಗ್ಯುಲರ್ ಪ್ಯಾಟರ್ನ್ ನಲ್ಲಿ ಚಿನ್ನದ ಪದಕ ಹಾಗೂ ಗ್ರೂಪ್ ಫೈಟಿಂಗ್ ನಲ್ಲಿ ಚಿನ್ನದ ಪದಕ ಹಾಗೂ ವೈಯಕ್ತಿಕ ಫೈಟಿಂಗ್ ನಲ್ಲಿ ಚಿನ್ನದ ಪದಕ ಒಟ್ಟು ಮೂರು ಚಿನ್ನದ ಪದಕ ಪಡೆದುಕೊಂಡಿರುತ್ತಾರೆ. [322,1297,572,1380]
story3-byline [322,1246,562,1286]
story5-headline-line1: ಗ್ರಾಮದ ಸಮಸ್ಯೆ ಬಗೆಹರಿಸುವಂತೆ ಶಾಸಕರಿಗೆ [903,1482,1193,1506]
story5-headline-line2: ಮನವಿ ಸಲ್ಲಿಸಿದ ಸೊಳ್ಳೆಪುರ ಗ್ರಾಮಸ್ಥರು [919,1514,1177,1538]
